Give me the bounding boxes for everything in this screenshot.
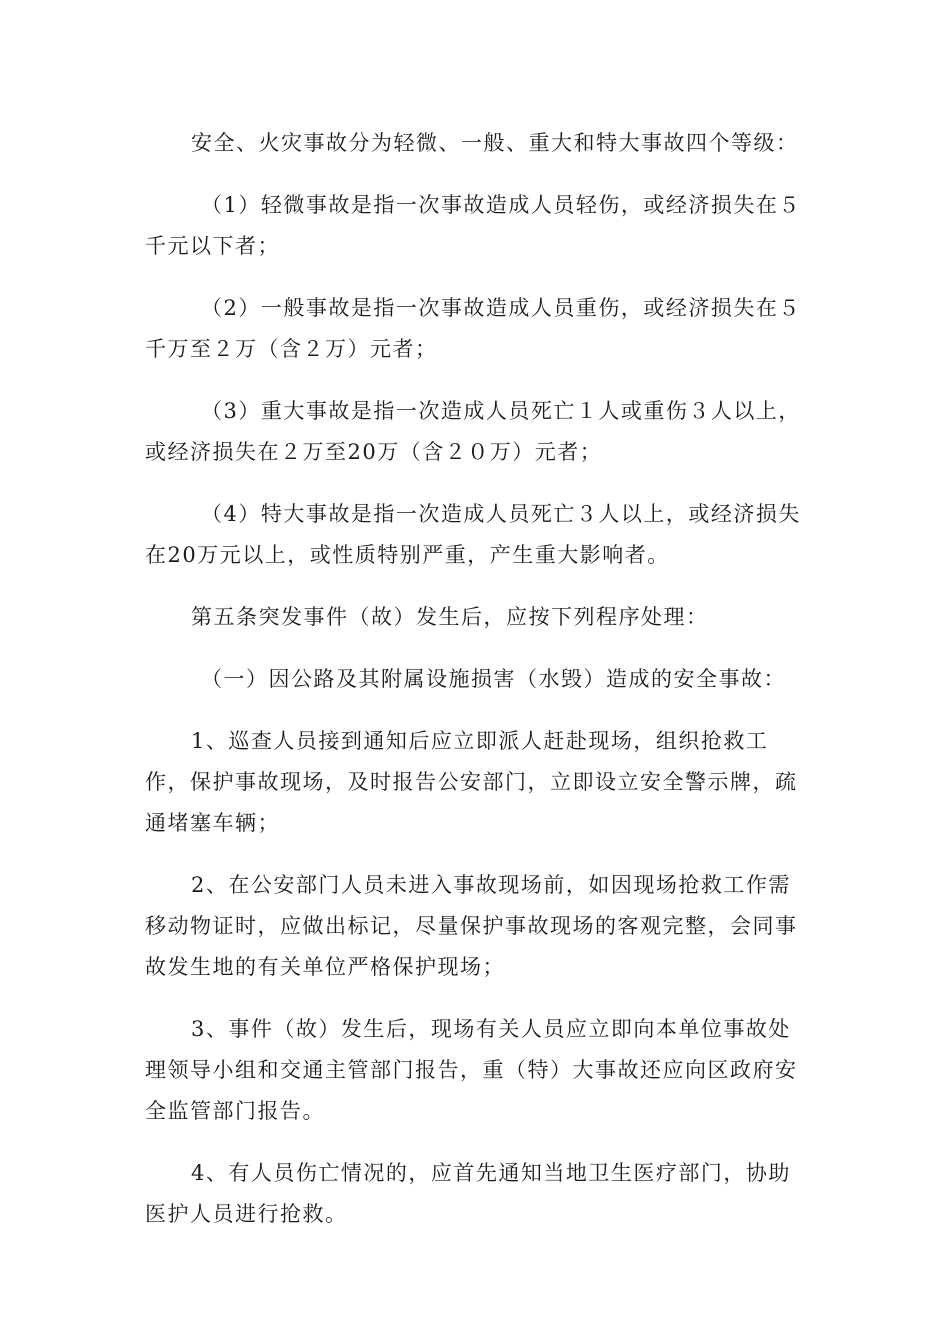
paragraph-step-4: 4、有人员伤亡情况的，应首先通知当地卫生医疗部门，协助医护人员进行抢救。	[145, 1161, 791, 1226]
paragraph-step-2: 2、在公安部门人员未进入事故现场前，如因现场抢救工作需移动物证时，应做出标记，尽量保护事故现场的客观完整，会同事故发生地的有关单位严格保护现场；	[145, 873, 798, 979]
paragraph-article-five: 第五条突发事件（故）发生后，应按下列程序处理：	[191, 605, 709, 629]
paragraph-major-accident: （3）重大事故是指一次造成人员死亡１人或重伤３人以上，或经济损失在２万至20万（含２０万）元者；	[145, 399, 801, 464]
paragraph-road-damage: （一）因公路及其附属设施损害（水毁）造成的安全事故：	[201, 667, 786, 691]
paragraph-extraordinary-accident: （4）特大事故是指一次造成人员死亡３人以上，或经济损失在20万元以上，或性质特别严重，产生重大影响者。	[145, 502, 801, 567]
paragraph-accident-levels: 安全、火灾事故分为轻微、一般、重大和特大事故四个等级：	[191, 131, 799, 155]
paragraph-general-accident: （2）一般事故是指一次事故造成人员重伤，或经济损失在５千万至２万（含２万）元者；	[145, 296, 801, 361]
paragraph-step-3: 3、事件（故）发生后，现场有关人员应立即向本单位事故处理领导小组和交通主管部门报告，重（特）大事故还应向区政府安全监管部门报告。	[145, 1017, 798, 1123]
document-body	[145, 123, 805, 1256]
paragraph-minor-accident: （1）轻微事故是指一次事故造成人员轻伤，或经济损失在５千元以下者；	[145, 193, 801, 258]
paragraph-step-1: 1、巡查人员接到通知后应立即派人赶赴现场，组织抢救工作，保护事故现场，及时报告公安部门，立即设立安全警示牌，疏通堵塞车辆；	[145, 729, 798, 835]
